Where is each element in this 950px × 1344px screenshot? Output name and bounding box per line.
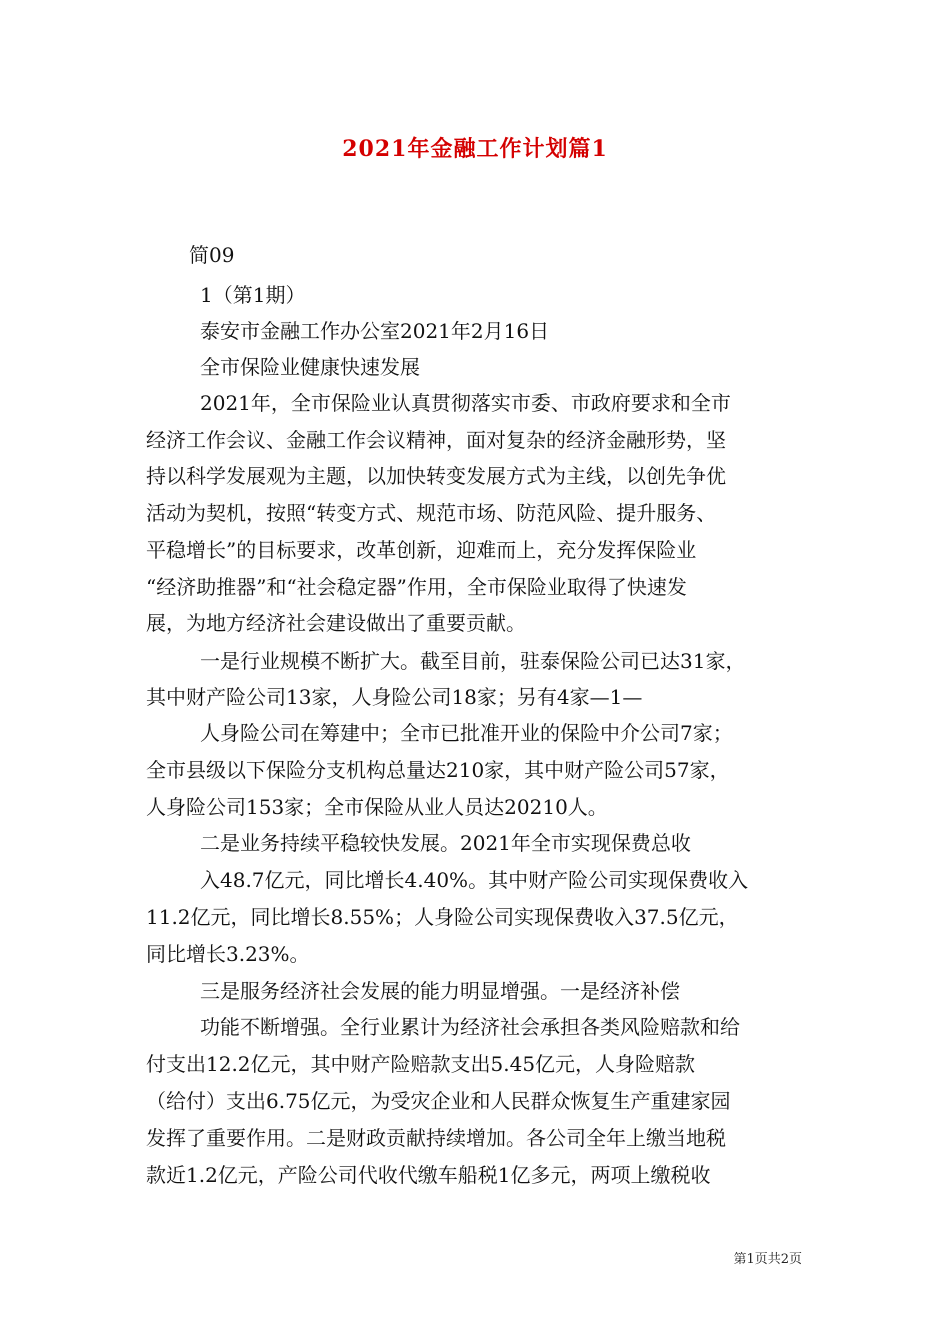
body-line: 款近1.2亿元，产险公司代收代缴车船税1亿多元，两项上缴税收	[146, 1163, 711, 1187]
body-line: 经济工作会议、金融工作会议精神，面对复杂的经济金融形势，坚	[146, 428, 726, 452]
body-line: 功能不断增强。全行业累计为经济社会承担各类风险赔款和给	[200, 1015, 740, 1039]
body-line: 发挥了重要作用。二是财政贡献持续增加。各公司全年上缴当地税	[146, 1126, 726, 1150]
body-line: 付支出12.2亿元，其中财产险赔款支出5.45亿元，人身险赔款	[146, 1052, 696, 1076]
body-line: （给付）支出6.75亿元，为受灾企业和人民群众恢复生产重建家园	[146, 1089, 731, 1113]
body-line: 平稳增长”的目标要求，改革创新，迎难而上，充分发挥保险业	[146, 538, 697, 562]
body-line: 展，为地方经济社会建设做出了重要贡献。	[146, 611, 526, 635]
body-line: 持以科学发展观为主题，以加快转变发展方式为主线，以创先争优	[146, 464, 726, 488]
body-line: 人身险公司在筹建中；全市已批准开业的保险中介公司7家；	[200, 721, 733, 745]
body-line: 三是服务经济社会发展的能力明显增强。一是经济补偿	[200, 979, 680, 1003]
body-line: 入48.7亿元，同比增长4.40%。其中财产险公司实现保费收入	[200, 868, 749, 892]
body-line: 活动为契机，按照“转变方式、规范市场、防范风险、提升服务、	[146, 501, 717, 525]
body-line: 其中财产险公司13家，人身险公司18家；另有4家—1—	[146, 685, 643, 709]
body-line: 一是行业规模不断扩大。截至目前，驻泰保险公司已达31家，	[200, 649, 746, 673]
body-line: 简09	[189, 243, 235, 267]
body-line: 同比增长3.23%。	[146, 942, 310, 966]
body-line: 11.2亿元，同比增长8.55%；人身险公司实现保费收入37.5亿元，	[146, 905, 739, 929]
body-line: 人身险公司153家；全市保险从业人员达20210人。	[146, 795, 608, 819]
body-line: “经济助推器”和“社会稳定器”作用，全市保险业取得了快速发	[146, 575, 687, 599]
body-line: 2021年，全市保险业认真贯彻落实市委、市政府要求和全市	[200, 391, 731, 415]
body-line: 1（第1期）	[200, 283, 306, 307]
page-footer: 第1页共2页	[733, 1252, 802, 1267]
document-title: 2021年金融工作计划篇1	[342, 136, 608, 162]
body-line: 全市保险业健康快速发展	[200, 355, 420, 379]
body-line: 全市县级以下保险分支机构总量达210家，其中财产险公司57家，	[146, 758, 730, 782]
body-line: 泰安市金融工作办公室2021年2月16日	[200, 319, 550, 343]
body-line: 二是业务持续平稳较快发展。2021年全市实现保费总收	[200, 831, 691, 855]
